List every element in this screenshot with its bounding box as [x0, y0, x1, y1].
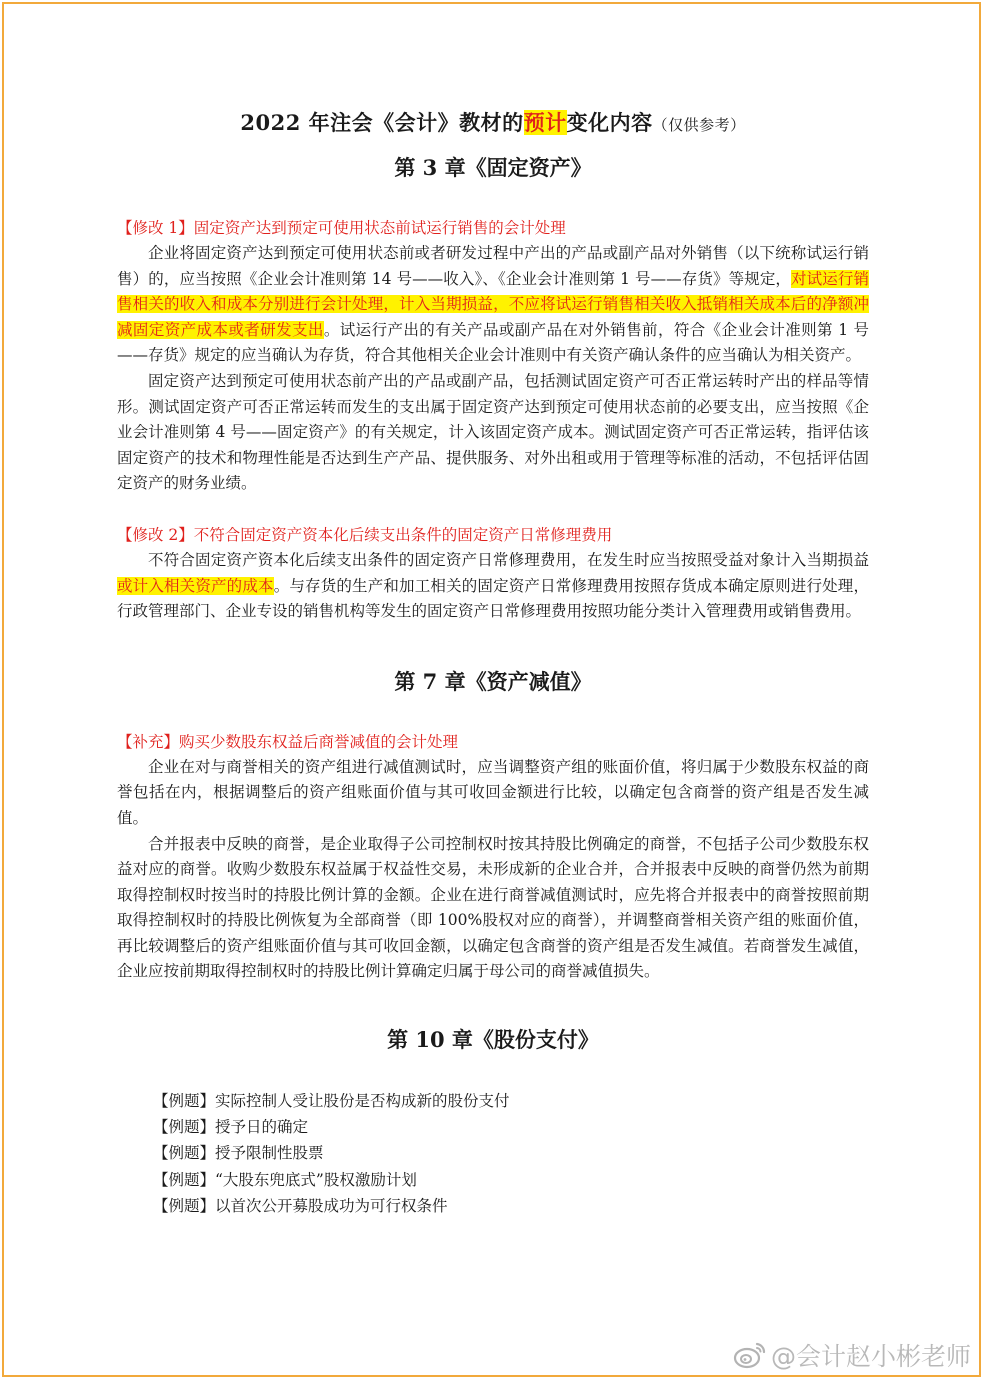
paragraph: 合并报表中反映的商誉，是企业取得子公司控制权时按其持股比例确定的商誉，不包括子公司少数股东权益对应的商誉。收购少数股东权益属于权益性交易，未形成新的企业合并，合并报表中反映的商誉仍然为前期取得控制权时按当时的持股比例计算的金额。企业在进行商誉减值测试时，应先将合并报表中的商誉按照前期取得控制权时的持股比例恢复为全部商誉（即 100%股权对应的商誉），并调整商誉相关资产组的账面价值，再比较调整后的资产组账面价值与其可收回金额，以确定包含商誉的资产组是否发生减值。若商誉发生减值，企业应按前期取得控制权时的持股比例计算确定归属于母公司的商誉减值损失。 [117, 834, 869, 981]
item-heading: 【修改 1】固定资产达到预定可使用状态前试运行销售的会计处理 [117, 219, 566, 237]
highlighted-text: 或计入相关资产的成本 [117, 576, 274, 595]
item-heading: 【补充】购买少数股东权益后商誉减值的会计处理 [117, 732, 459, 751]
highlighted-text: 对试运行销售相关的收入和成本分别进行会计处理，计入当期损益，不应将试运行销售相关收入抵销相关成本后的净额冲减固定资产成本或者研发支出 [117, 269, 869, 339]
title-note: （仅供参考） [652, 116, 746, 134]
document-title: 2022 年注会《会计》教材的预计变化内容（仅供参考） [240, 110, 746, 135]
paragraph: 企业在对与商誉相关的资产组进行减值测试时，应当调整资产组的账面价值，将归属于少数股东权益的商誉包括在内，根据调整后的资产组账面价值与其可收回金额进行比较，以确定包含商誉的资产组是否发生减值。 [117, 757, 869, 827]
chapter-title: 第 7 章《资产减值》 [394, 668, 592, 694]
example-item: 【例题】“大股东兜底式”股权激励计划 [153, 1170, 417, 1189]
document-page [117, 108, 869, 1219]
example-item: 【例题】以首次公开募股成功为可行权条件 [153, 1196, 448, 1215]
paragraph: 不符合固定资产资本化后续支出条件的固定资产日常修理费用，在发生时应当按照受益对象计入当期损益或计入相关资产的成本。与存货的生产和加工相关的固定资产日常修理费用按照存货成本确定原则进行处理，行政管理部门、企业专设的销售机构等发生的固定资产日常修理费用按照功能分类计入管理费用或销售费用。 [117, 550, 869, 621]
weibo-icon [733, 1340, 767, 1370]
chapter-title: 第 10 章《股份支付》 [387, 1027, 599, 1053]
paragraph: 固定资产达到预定可使用状态前产出的产品或副产品，包括测试固定资产可否正常运转时产出的样品等情形。测试固定资产可否正常运转而发生的支出属于固定资产达到预定可使用状态前的必要支出，应当按照《企业会计准则第 4 号——固定资产》的有关规定，计入该固定资产成本。测试固定资产可否正常运转，指评估该固定资产的技术和物理性能是否达到生产产品、提供服务、对外出租或用于管理等标准的活动，不包括评估固定资产的财务业绩。 [117, 371, 869, 493]
example-item: 【例题】实际控制人受让股份是否构成新的股份支付 [153, 1092, 510, 1111]
example-item: 【例题】授予限制性股票 [153, 1144, 324, 1163]
title-highlight: 预计 [523, 110, 567, 135]
chapter-title: 第 3 章《固定资产》 [394, 155, 592, 180]
watermark-text: @会计赵小彬老师 [770, 1342, 971, 1371]
example-list [117, 1088, 869, 1219]
example-item: 【例题】授予日的确定 [153, 1118, 309, 1137]
paragraph: 企业将固定资产达到预定可使用状态前或者研发过程中产出的产品或副产品对外销售（以下统称试运行销售）的，应当按照《企业会计准则第 14 号——收入》、《企业会计准则第 1 号——存货》等规定，对试运行销售相关的收入和成本分别进行会计处理，计入当期损益，不应将试运行销售相关收入抵销相关成本后的净额冲减固定资产成本或者研发支出。试运行产出的有关产品或副产品在对外销售前，符合《企业会计准则第 1 号——存货》规定的应当确认为存货，符合其他相关企业会计准则中有关资产确认条件的应当确认为相关资产。 [117, 244, 869, 365]
item-heading: 【修改 2】不符合固定资产资本化后续支出条件的固定资产日常修理费用 [117, 525, 613, 544]
watermark [733, 1337, 971, 1373]
